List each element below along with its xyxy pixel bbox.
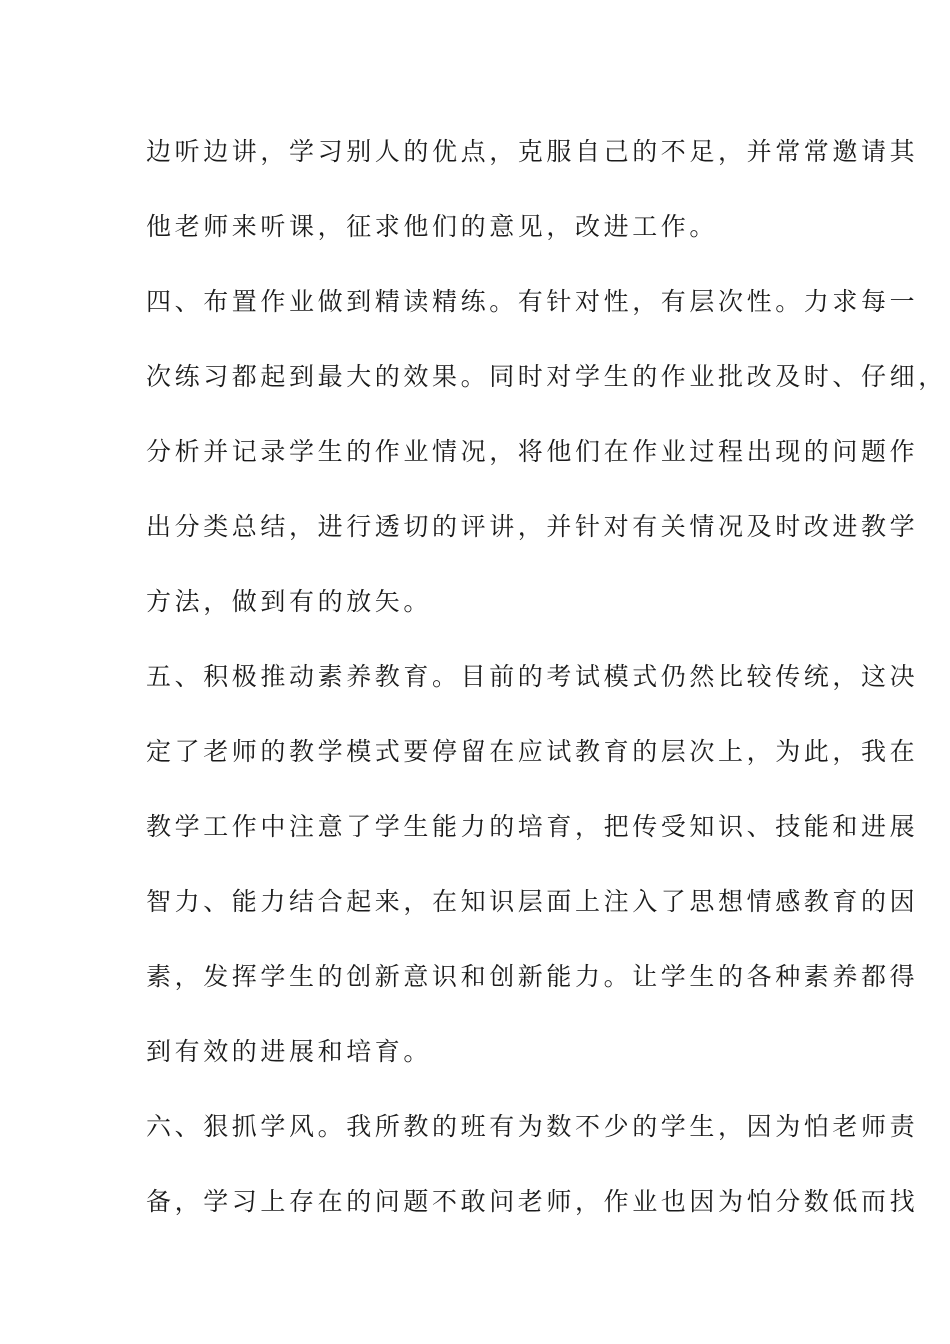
text-line: 六、狠抓学风。我所教的班有为数不少的学生，因为怕老师责: [146, 1112, 919, 1141]
text-line: 分析并记录学生的作业情况，将他们在作业过程出现的问题作: [146, 437, 919, 466]
text-line: 定了老师的教学模式要停留在应试教育的层次上，为此，我在: [146, 737, 919, 766]
text-line: 五、积极推动素养教育。目前的考试模式仍然比较传统，这决: [146, 662, 919, 691]
text-line: 素，发挥学生的创新意识和创新能力。让学生的各种素养都得: [146, 962, 919, 991]
text-line: 边听边讲，学习别人的优点，克服自己的不足，并常常邀请其: [146, 137, 919, 166]
text-line: 方法，做到有的放矢。: [146, 587, 433, 616]
text-line: 教学工作中注意了学生能力的培育，把传受知识、技能和进展: [146, 812, 919, 841]
text-line: 四、布置作业做到精读精练。有针对性，有层次性。力求每一: [146, 287, 919, 316]
text-line: 到有效的进展和培育。: [146, 1037, 433, 1066]
text-line: 备，学习上存在的问题不敢问老师，作业也因为怕分数低而找: [146, 1187, 919, 1216]
text-line: 他老师来听课，征求他们的意见，改进工作。: [146, 212, 719, 241]
text-line: 出分类总结，进行透切的评讲，并针对有关情况及时改进教学: [146, 512, 919, 541]
text-line: 次练习都起到最大的效果。同时对学生的作业批改及时、仔细，: [146, 362, 947, 391]
text-line: 智力、能力结合起来，在知识层面上注入了思想情感教育的因: [146, 887, 919, 916]
